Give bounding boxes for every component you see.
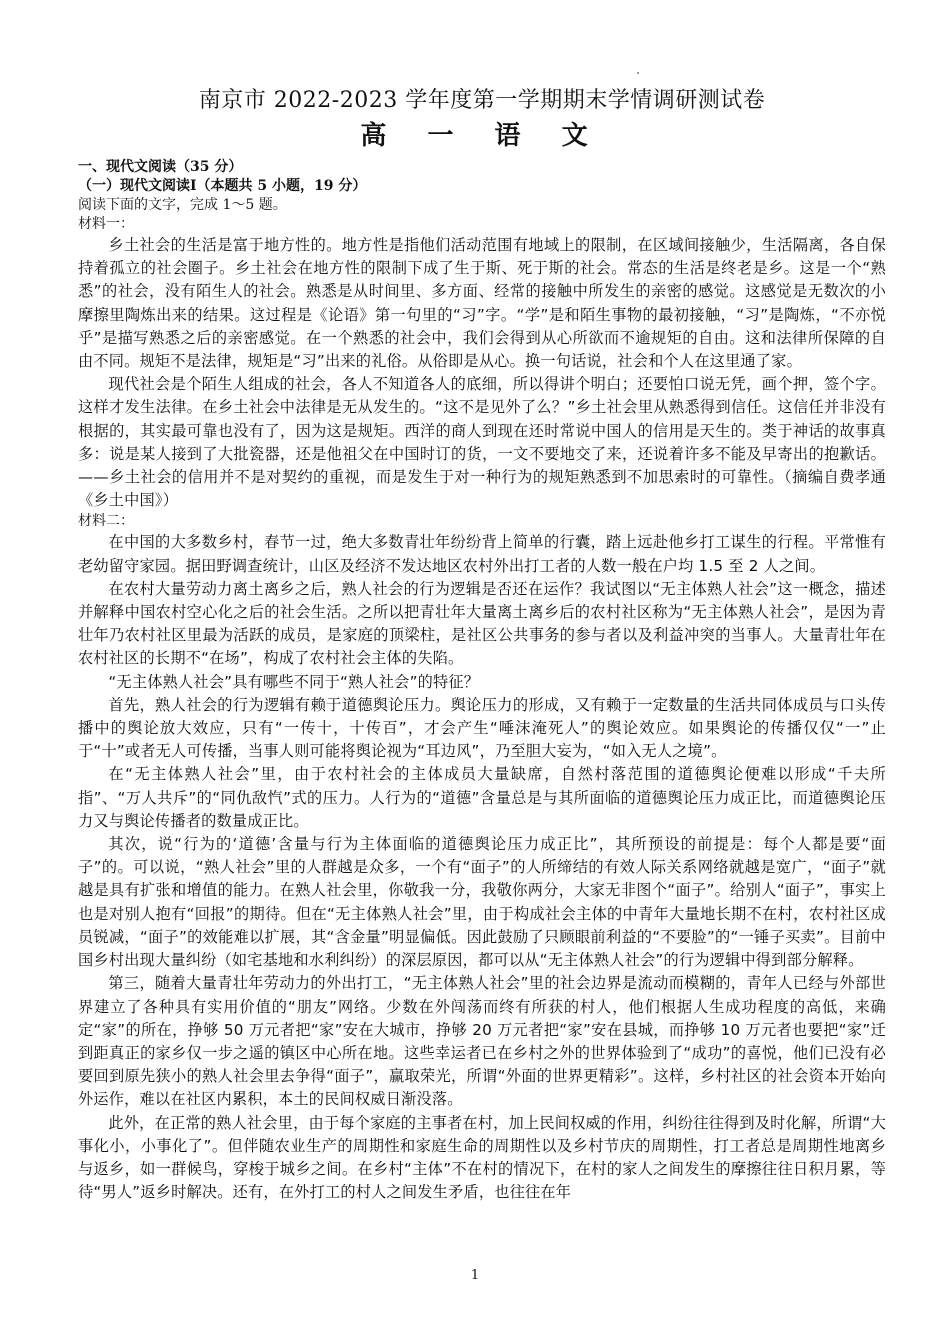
material2-paragraph: “无主体熟人社会”具有哪些不同于“熟人社会”的特征？ — [108, 672, 480, 691]
material1-label: 材料一： — [78, 216, 134, 232]
exam-subject: 高 一 语 文 — [360, 121, 604, 151]
material2-label: 材料二： — [78, 513, 134, 530]
page-number: 1 — [470, 1268, 480, 1283]
exam-title: 南京市 2022-2023 学年度第一学期期末学情调研测试卷 — [198, 88, 766, 113]
material2-paragraph: 首先，熟人社会的行为逻辑有赖于道德舆论压力。舆论压力的形成，又有赖于一定数量的生活共同体成员与口头传播中的舆论放大效应，只有“一传十，十传百”，才会产生“唾沫淹死人”的舆论效应。如果舆论的传播仅仅“一”止于“十”或者无人可传播，当事人则可能将舆论视为“耳边风”，乃至胆大妄为，“如入无人之境”。 — [78, 695, 886, 761]
material2-paragraph: 在“无主体熟人社会”里，由于农村社会的主体成员大量缺席，自然村落范围的道德舆论便难以形成“千夫所指”、“万人共斥”的“同仇敌忾”式的压力。人行为的“道德”含量总是与其所面临的道德舆论压力成正比，而道德舆论压力又与舆论传播者的数量成正比。 — [78, 765, 886, 830]
material2-paragraph: 在中国的大多数乡村，春节一过，绝大多数青壮年纷纷背上简单的行囊，踏上远赴他乡打工谋生的行程。平常惟有老幼留守家园。据田野调查统计，山区及经济不发达地区农村外出打工者的人数一般在户均 1.5 至 2 人之间。 — [78, 533, 886, 575]
document-page — [78, 86, 886, 1204]
section-heading: 一、现代文阅读（35 分） — [78, 159, 243, 175]
stray-dot — [637, 72, 639, 74]
instruction-text: 阅读下面的文字，完成 1～5 题。 — [78, 197, 287, 213]
section-subheading: （一）现代文阅读Ⅰ（本题共 5 小题，19 分） — [78, 178, 367, 194]
material2-paragraph: 此外，在正常的熟人社会里，由于每个家庭的主事者在村，加上民间权威的作用，纠纷往往得到及时化解，所谓“大事化小，小事化了”。但伴随农业生产的周期性和家庭生命的周期性以及乡村节庆的周期性，打工者总是周期性地离乡与返乡，如一群候鸟，穿梭于城乡之间。在乡村“主体”不在村的情况下，在村的家人之间发生的摩擦往往日积月累，等待“男人”返乡时解决。还有，在外打工的村人之间发生矛盾，也往往在年 — [78, 1113, 886, 1202]
material2-paragraph: 第三，随着大量青壮年劳动力的外出打工，“无主体熟人社会”里的社会边界是流动而模糊的，青年人已经与外部世界建立了各种具有实用价值的“朋友”网络。少数在外闯荡而终有所获的村人，他们根据人生成功程度的高低，来确定“家”的所在，挣够 50 万元者把“家”安在大城市，挣够 20 万元者把“家”安在县城，而挣够 10 万元者也要把“家”迁到距真正的家乡仅一步之遥的镇区中心所在地。这些幸运者已在乡村之外的世界体验到了“成功”的喜悦，他们已没有必要回到原先狭小的熟人社会里去争得“面子”，赢取荣光，所谓“外面的世界更精彩”。这样，乡村社区的社会资本开始向外运作，难以在社区内累积，本土的民间权威日渐没落。 — [78, 974, 886, 1109]
material2-paragraph: 其次，说“行为的‘道德’含量与行为主体面临的道德舆论压力成正比”，其所预设的前提是：每个人都是要“面子”的。可以说，“熟人社会”里的人群越是众多，一个有“面子”的人所缔结的有效人际关系网络就越是宽广，“面子”就越是具有扩张和增值的能力。在熟人社会里，你敬我一分，我敬你两分，大家无非图个“面子”。给别人“面子”，事实上也是对别人抱有“回报”的期待。但在“无主体熟人社会”里，由于构成社会主体的中青年大量地长期不在村，农村社区成员锐减，“面子”的效能难以扩展，其“含金量”明显偏低。因此鼓励了只顾眼前利益的“不要脸”的“一锤子买卖”。目前中国乡村出现大量纠纷（如宅基地和水利纠纷）的深层原因，都可以从“无主体熟人社会”的行为逻辑中得到部分解释。 — [78, 835, 886, 970]
material2-paragraph: 在农村大量劳动力离土离乡之后，熟人社会的行为逻辑是否还在运作？我试图以“无主体熟人社会”这一概念，描述并解释中国农村空心化之后的社会生活。之所以把青壮年大量离土离乡后的农村社区称为“无主体熟人社会”，是因为青壮年乃农村社区里最为活跃的成员，是家庭的顶梁柱，是社区公共事务的参与者以及利益冲突的当事人。大量青壮年在农村社区的长期不“在场”，构成了农村社会主体的失陷。 — [78, 579, 886, 668]
material1-paragraph: 乡土社会的生活是富于地方性的。地方性是指他们活动范围有地域上的限制，在区域间接触少，生活隔离，各自保持着孤立的社会圈子。乡土社会在地方性的限制下成了生于斯、死于斯的社会。常态的生活是终老是乡。这是一个“熟悉”的社会，没有陌生人的社会。熟悉是从时间里、多方面、经常的接触中所发生的亲密的感觉。这感觉是无数次的小摩擦里陶炼出来的结果。这过程是《论语》第一句里的“习”字。“学”是和陌生事物的最初接触，“习”是陶炼，“不亦悦乎”是描写熟悉之后的亲密感觉。在一个熟悉的社会中，我们会得到从心所欲而不逾规矩的自由。这和法律所保障的自由不同。规矩不是法律，规矩是“习”出来的礼俗。从俗即是从心。换一句话说，社会和个人在这里通了家。 — [78, 236, 886, 371]
material1-paragraph: 现代社会是个陌生人组成的社会，各人不知道各人的底细，所以得讲个明白；还要怕口说无凭，画个押，签个字。这样才发生法律。在乡土社会中法律是无从发生的。“这不是见外了么？”乡土社会里从熟悉得到信任。这信任并非没有根据的，其实最可靠也没有了，因为这是规矩。西洋的商人到现在还时常说中国人的信用是天生的。类于神话的故事真多：说是某人接到了大批瓷器，还是他祖父在中国时订的货，一文不要地交了来，还说着许多不能及早寄出的抱歉话。——乡土社会的信用并不是对契约的重视，而是发生于对一种行为的规矩熟悉到不加思索时的可靠性。（摘编自费孝通《乡土中国》） — [78, 375, 886, 510]
